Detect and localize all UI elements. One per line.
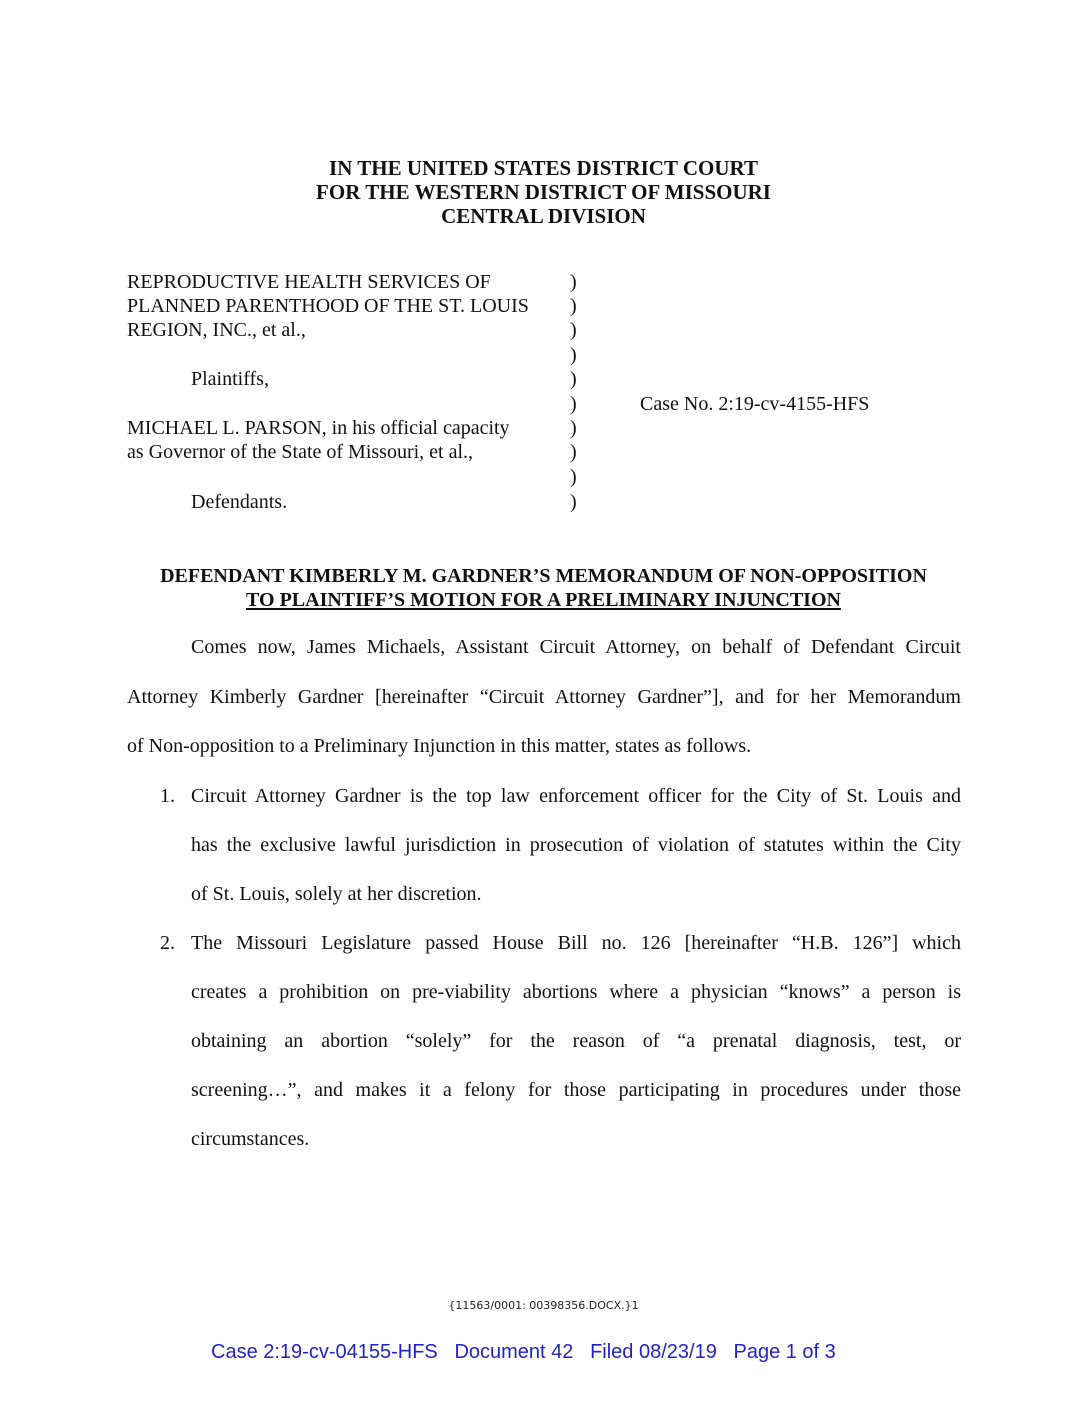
caption-paren: ) <box>570 319 577 341</box>
intro-line: Comes now, James Michaels, Assistant Circuit Attorney, on behalf of Defendant Circuit <box>191 636 961 658</box>
plaintiffs-label: Plaintiffs, <box>191 368 269 390</box>
memorandum-title: DEFENDANT KIMBERLY M. GARDNER’S MEMORANDUM OF NON-OPPOSITION <box>160 565 927 587</box>
memorandum-subtitle: TO PLAINTIFF’S MOTION FOR A PRELIMINARY INJUNCTION <box>246 589 841 611</box>
intro-line: Attorney Kimberly Gardner [hereinafter “Circuit Attorney Gardner”], and for her Memorandum <box>127 686 961 708</box>
defendant-line: MICHAEL L. PARSON, in his official capacity <box>127 417 510 439</box>
intro-line: of Non-opposition to a Preliminary Injunction in this matter, states as follows. <box>127 735 752 757</box>
item-line: circumstances. <box>191 1128 310 1150</box>
court-division: CENTRAL DIVISION <box>441 204 646 228</box>
plaintiff-line: REGION, INC., et al., <box>127 319 306 341</box>
item-line: of St. Louis, solely at her discretion. <box>191 883 482 905</box>
caption-paren: ) <box>570 368 577 390</box>
plaintiff-line: PLANNED PARENTHOOD OF THE ST. LOUIS <box>127 295 529 317</box>
item-line: obtaining an abortion “solely” for the reason of “a prenatal diagnosis, test, or <box>191 1030 961 1052</box>
item-line: has the exclusive lawful jurisdiction in prosecution of violation of statutes within the City <box>191 834 961 856</box>
caption-paren: ) <box>570 393 577 415</box>
item-number: 1. <box>160 785 175 807</box>
item-line: The Missouri Legislature passed House Bill no. 126 [hereinafter “H.B. 126”] which <box>191 932 961 954</box>
defendants-label: Defendants. <box>191 491 288 513</box>
ecf-filing-stamp: Case 2:19-cv-04155-HFS Document 42 Filed 08/23/19 Page 1 of 3 <box>211 1341 836 1363</box>
caption-paren: ) <box>570 466 577 488</box>
caption-paren: ) <box>570 417 577 439</box>
court-district: FOR THE WESTERN DISTRICT OF MISSOURI <box>316 180 771 204</box>
item-line: Circuit Attorney Gardner is the top law enforcement officer for the City of St. Louis and <box>191 785 961 807</box>
plaintiff-line: REPRODUCTIVE HEALTH SERVICES OF <box>127 271 491 293</box>
item-line: creates a prohibition on pre-viability abortions where a physician “knows” a person is <box>191 981 961 1003</box>
caption-paren: ) <box>570 271 577 293</box>
caption-paren: ) <box>570 344 577 366</box>
defendant-line: as Governor of the State of Missouri, et al., <box>127 441 474 463</box>
case-number: Case No. 2:19-cv-4155-HFS <box>640 393 870 415</box>
item-number: 2. <box>160 932 175 954</box>
caption-paren: ) <box>570 491 577 513</box>
document-id: {11563/0001: 00398356.DOCX.}1 <box>448 1299 639 1312</box>
item-line: screening…”, and makes it a felony for those participating in procedures under those <box>191 1079 961 1101</box>
caption-paren: ) <box>570 295 577 317</box>
caption-paren: ) <box>570 441 577 463</box>
court-name: IN THE UNITED STATES DISTRICT COURT <box>329 156 758 180</box>
